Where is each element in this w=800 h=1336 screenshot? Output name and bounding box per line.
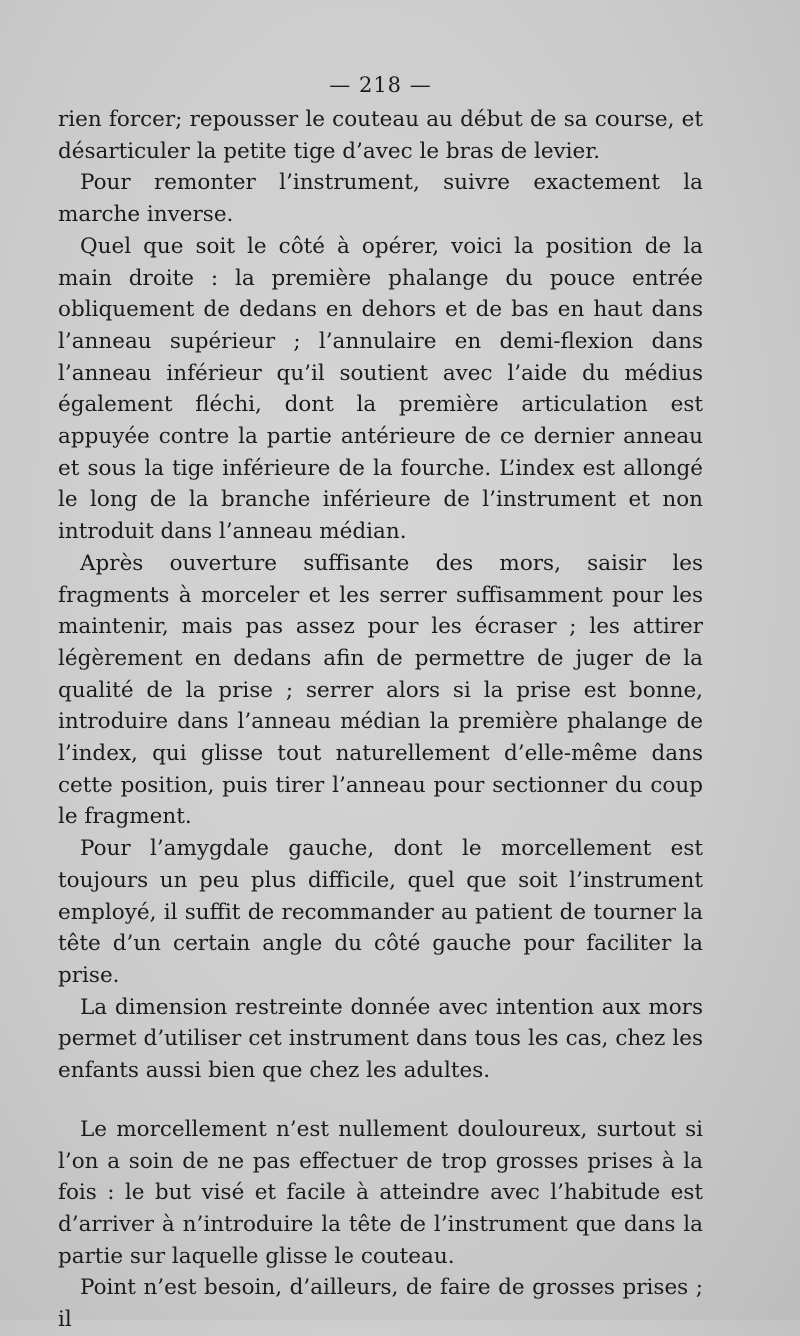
page-number: — 218 — [329, 73, 432, 97]
paragraph-morcellement: Le morcellement n’est nullement douloureux, surtout si l’on a soin de ne pas effectuer de trop grosses prises à la fois : le but visé et facile à atteindre avec l’habitude est d’arriver à n’introduire la tête de l’instrument que dans la partie sur laquelle glisse le couteau. [58, 1116, 703, 1269]
paragraph-remonter: Pour remonter l’instrument, suivre exactement la marche inverse. [58, 170, 703, 228]
paragraph-grosses-prises: Point n’est besoin, d’ailleurs, de faire de grosses prises ; il [58, 1275, 703, 1333]
paragraph-ouverture-mors: Après ouverture suffisante des mors, saisir les fragments à morceler et les serrer suffisamment pour les maintenir, mais pas assez pour les écraser ; les attirer légèrement en dedans afin de permettre de juger de la qualité de la prise ; serrer alors si la prise est bonne, introduire dans l’anneau médian la première phalange de l’index, qui glisse tout naturellement d’elle-même dans cette position, puis tirer l’anneau pour sectionner du coup le fragment. [58, 550, 703, 830]
book-page [58, 70, 703, 1336]
paragraph-dimension-mors: La dimension restreinte donnée avec intention aux mors permet d’utiliser cet instrument dans tous les cas, chez les enfants aussi bien que chez les adultes. [58, 994, 703, 1084]
paragraph-continuation: rien forcer; repousser le couteau au début de sa course, et désarticuler la petite tige d’avec le bras de levier. [58, 107, 703, 164]
section-gap [58, 1087, 703, 1114]
paragraph-amygdale-gauche: Pour l’amygdale gauche, dont le morcellement est toujours un peu plus difficile, quel que soit l’instrument employé, il suffit de recommander au patient de tourner la tête d’un certain angle du côté gauche pour faciliter la prise. [58, 836, 703, 988]
paragraph-position-main: Quel que soit le côté à opérer, voici la position de la main droite : la première phalange du pouce entrée obliquement de dedans en dehors et de bas en haut dans l’anneau supérieur ; l’annulaire en demi-flexion dans l’anneau inférieur qu’il soutient avec l’aide du médius également fléchi, dont la première articulation est appuyée contre la partie antérieure de ce dernier anneau et sous la tige inférieure de la fourche. L’index est allongé le long de la branche inférieure de l’instrument et non introduit dans l’anneau médian. [58, 233, 703, 545]
